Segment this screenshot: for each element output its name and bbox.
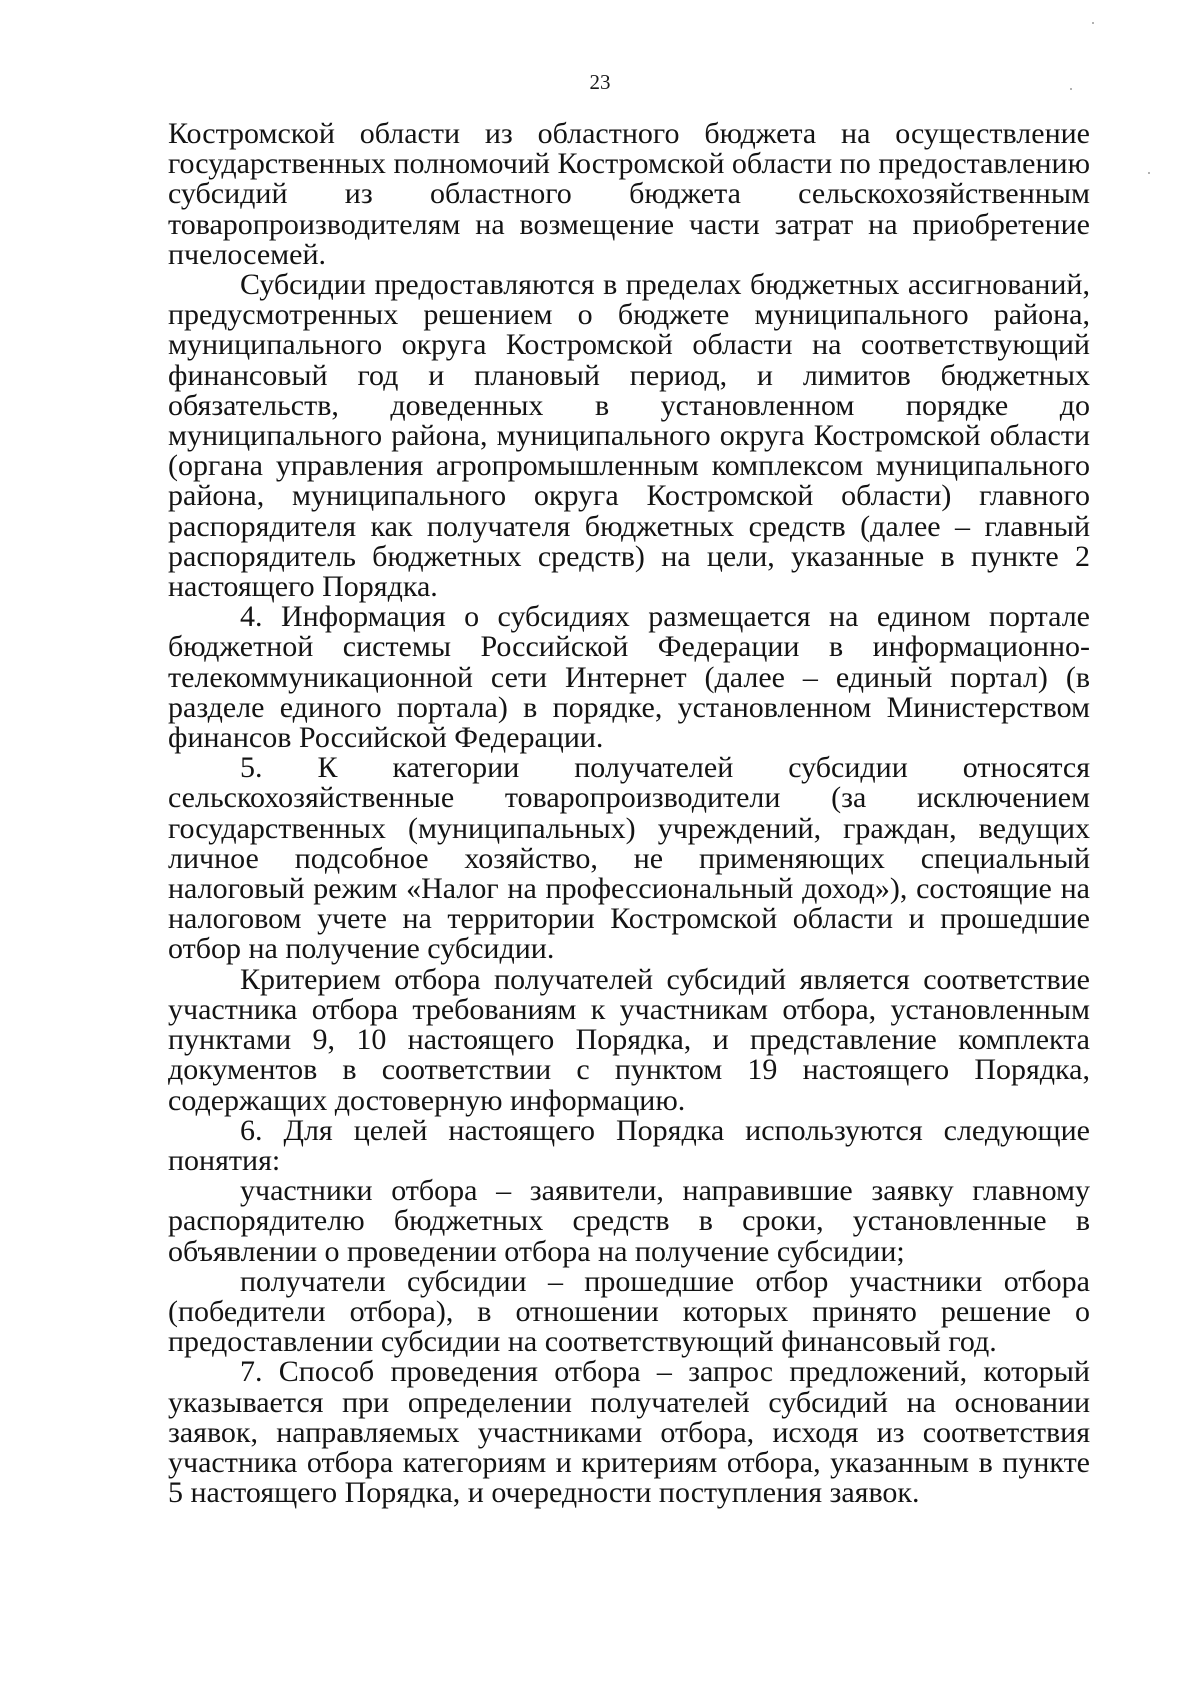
paragraph-item-5: 5. К категории получателей субсидии относятся сельскохозяйственные товаропроизводители (за исключением государственных (муниципальных) учреждений, граждан, ведущих личное подсобное хозяйство, не применяющих специальный налоговый режим «Налог на профессиональный доход»), состоящие на налоговом учете на территории Костромской области и прошедшие отбор на получение субсидии. [168,751,1090,966]
paragraph-item-7: 7. Способ проведения отбора – запрос предложений, который указывается при определении получателей субсидий на основании заявок, направляемых участниками отбора, исходя из соответствия участника отбора категориям и критериям отбора, указанным в пункте 5 настоящего Порядка, и очередности поступления заявок. [168,1355,1090,1510]
document-body [168,119,1090,1508]
paragraph-subsidies-limits: Субсидии предоставляются в пределах бюджетных ассигнований, предусмотренных решением о бюджете муниципального района, муниципального округа Костромской области на соответствующий финансовый год и плановый период, и лимитов бюджетных обязательств, доведенных в установленном порядке до муниципального района, муниципального округа Костромской области (органа управления агропромышленным комплексом муниципального района, муниципального округа Костромской области) главного распорядителя как получателя бюджетных средств (далее – главный распорядитель бюджетных средств) на цели, указанные в пункте 2 настоящего Порядка. [168,268,1090,604]
page-number: 23 [589,70,611,94]
paragraph-selection-criterion: Критерием отбора получателей субсидий является соответствие участника отбора требованиям к участникам отбора, установленным пунктами 9, 10 настоящего Порядка, и представление комплекта документов в соответствии с пунктом 19 настоящего Порядка, содержащих достоверную информацию. [168,962,1090,1117]
paragraph-continuation: Костромской области из областного бюджета на осуществление государственных полномочий Костромской области по предоставлению субсидий из областного бюджета сельскохозяйственным товаропроизводителям на возмещение части затрат на приобретение пчелосемей. [168,117,1090,271]
scan-speck [1070,88,1072,90]
scan-speck [1092,22,1094,24]
paragraph-definition-recipients: получатели субсидии – прошедшие отбор участники отбора (победители отбора), в отношении которых принято решение о предоставлении субсидии на соответствующий финансовый год. [168,1264,1090,1359]
paragraph-definition-participants: участники отбора – заявители, направившие заявку главному распорядителю бюджетных средств в сроки, установленные в объявлении о проведении отбора на получение субсидии; [168,1174,1090,1268]
scan-speck [1148,172,1150,174]
paragraph-item-4: 4. Информация о субсидиях размещается на едином портале бюджетной системы Российской Федерации в информационно-телекоммуникационной сети Интернет (далее – единый портал) (в разделе единого портала) в порядке, установленном Министерством финансов Российской Федерации. [168,600,1090,755]
paragraph-item-6: 6. Для целей настоящего Порядка используются следующие понятия: [168,1113,1090,1177]
